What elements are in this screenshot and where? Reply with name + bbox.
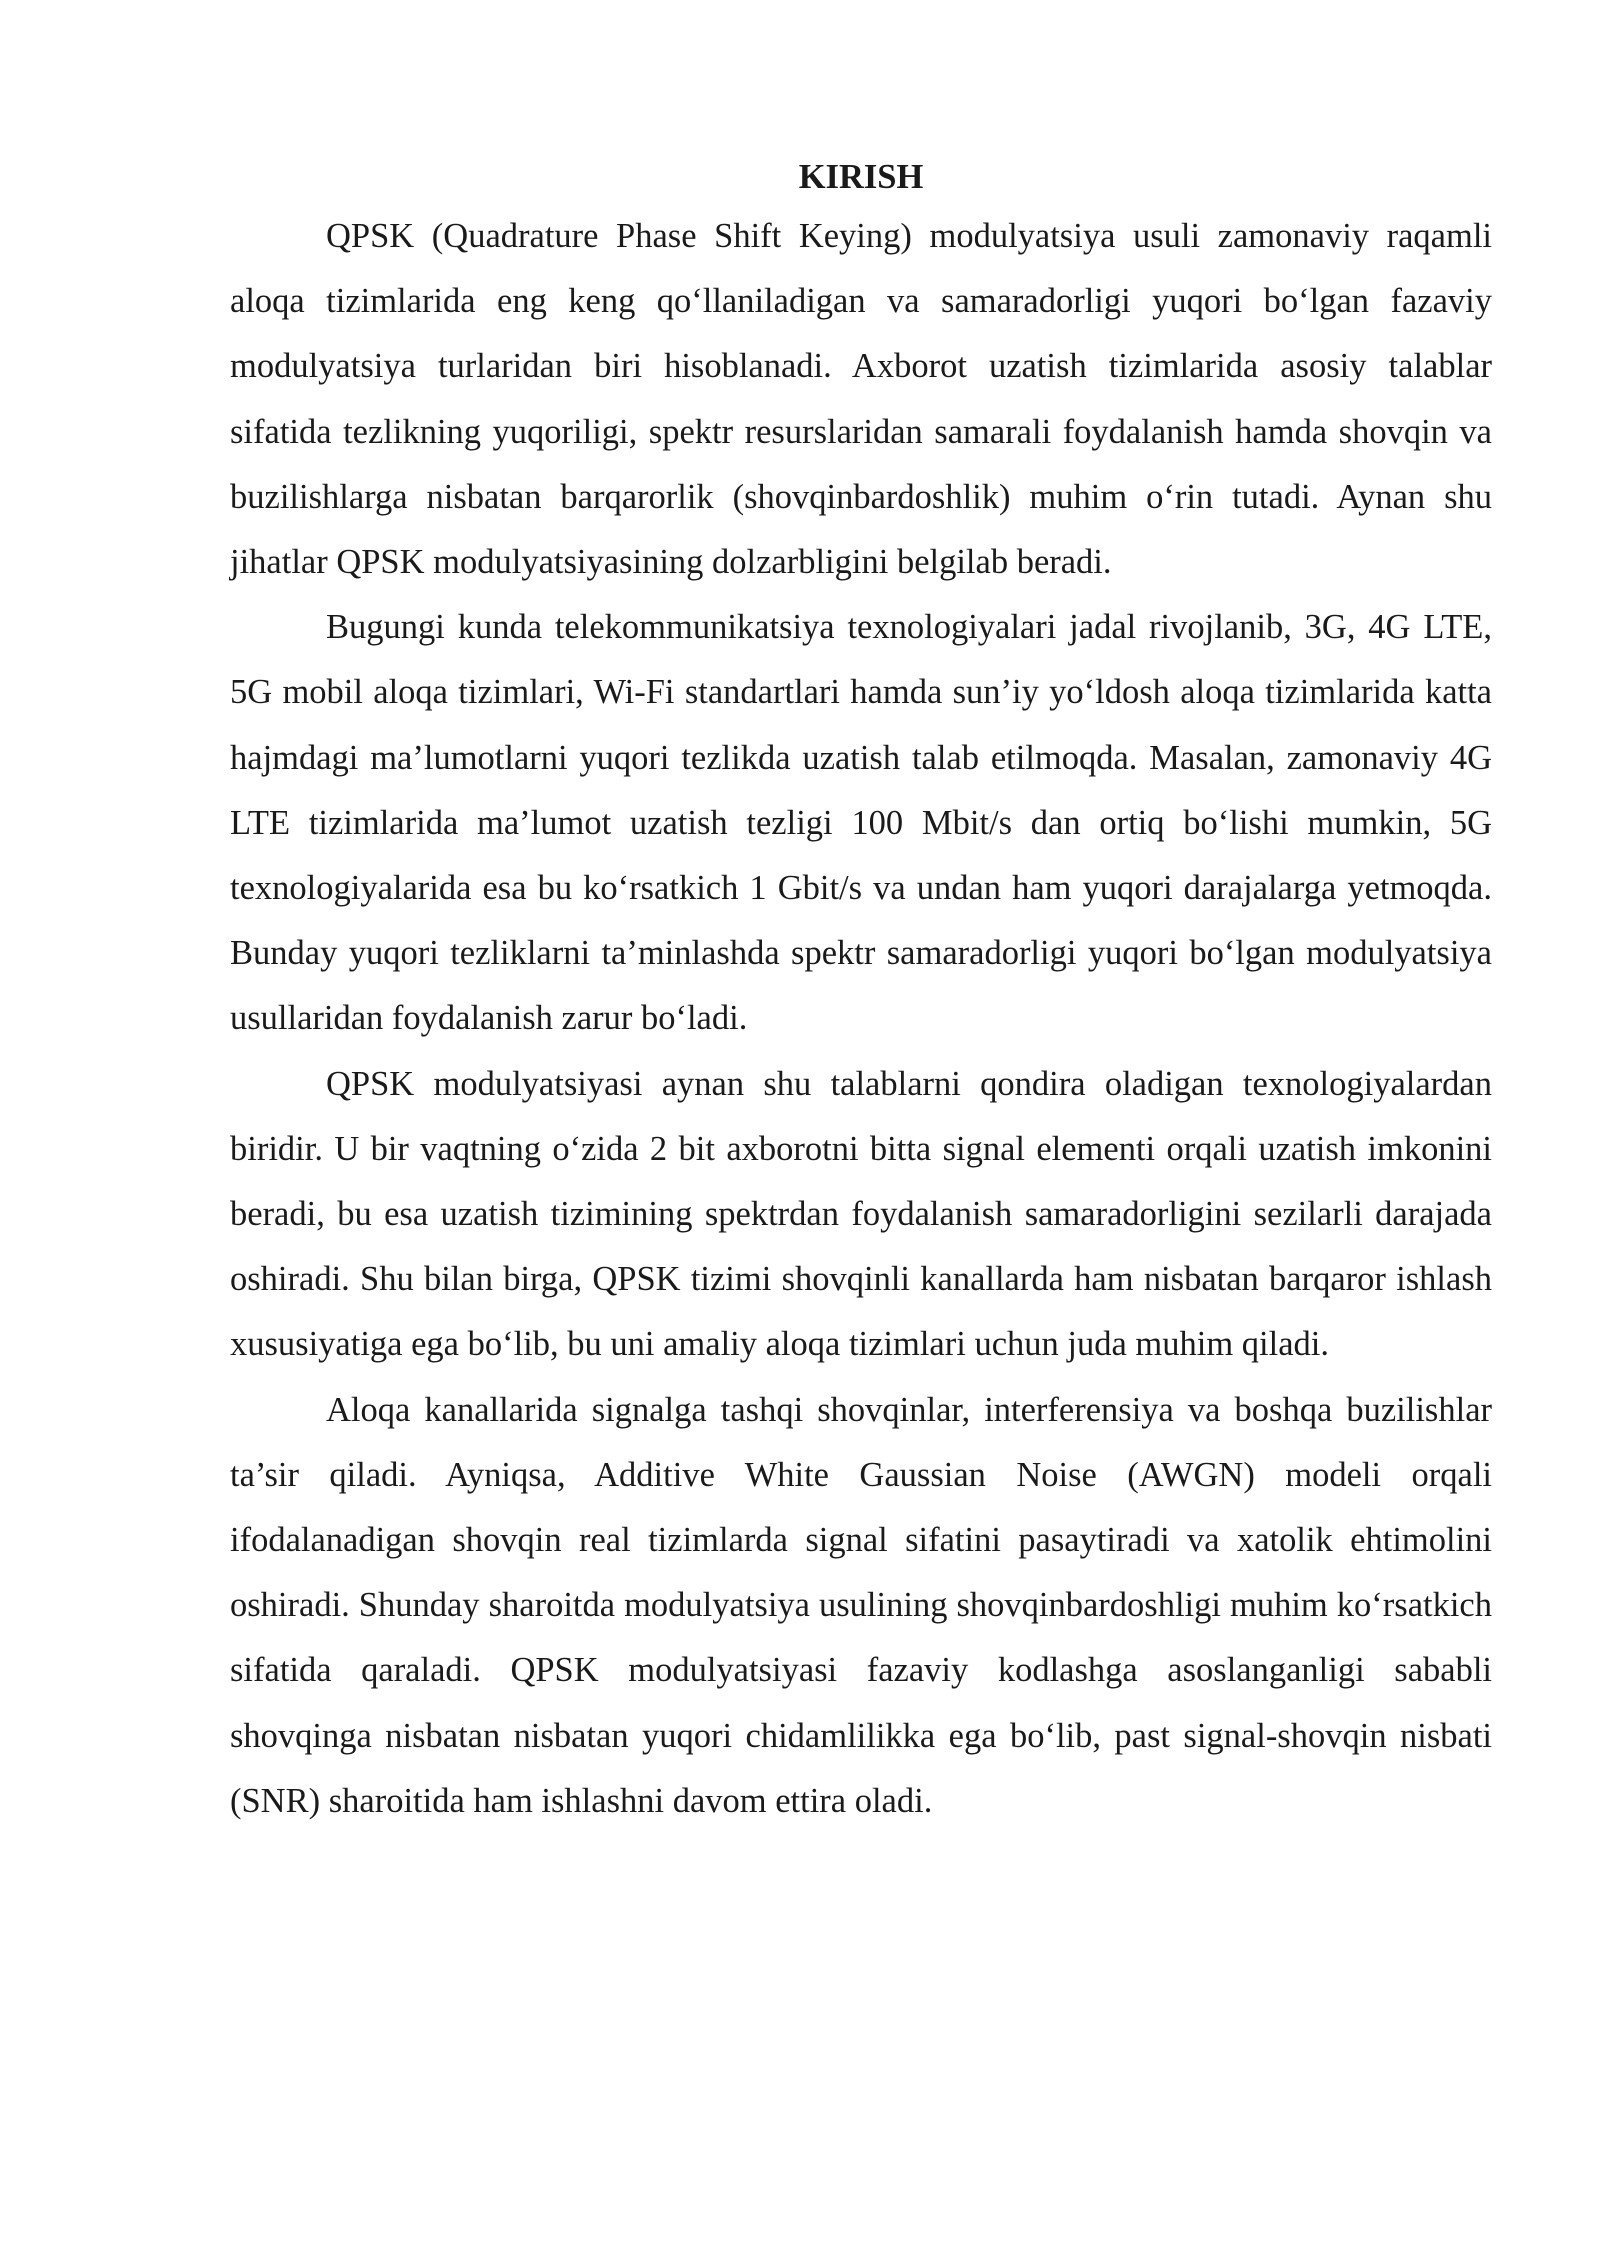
page-title: KIRISH: [798, 158, 924, 196]
paragraph-telecom: Bugungi kunda telekommunikatsiya texnologiyalari jadal rivojlanib, 3G, 4G LTE, 5G mobil aloqa tizimlari, Wi-Fi standartlari hamda sun’iy yo‘ldosh aloqa tizimlarida katta hajmdagi ma’lumotlarni yuqori tezlikda uzatish talab etilmoqda. Masalan, zamonaviy 4G LTE tizimlarida ma’lumot uzatish tezligi 100 Mbit/s dan ortiq bo‘lishi mumkin, 5G texnologiyalarida esa bu ko‘rsatkich 1 Gbit/s va undan ham yuqori darajalarga yetmoqda. Bunday yuqori tezliklarni ta’minlashda spektr samaradorligi yuqori bo‘lgan modulyatsiya usullaridan foydalanish zarur bo‘ladi.: [230, 608, 1492, 1038]
page-content: [230, 150, 1492, 1834]
paragraph-intro: QPSK (Quadrature Phase Shift Keying) modulyatsiya usuli zamonaviy raqamli aloqa tizimlarida eng keng qo‘llaniladigan va samaradorligi yuqori bo‘lgan fazaviy modulyatsiya turlaridan biri hisoblanadi. Axborot uzatish tizimlarida asosiy talablar sifatida tezlikning yuqoriligi, spektr resurslaridan samarali foydalanish hamda shovqin va buzilishlarga nisbatan barqarorlik (shovqinbardoshlik) muhim o‘rin tutadi. Aynan shu jihatlar QPSK modulyatsiyasining dolzarbligini belgilab beradi.: [230, 217, 1492, 582]
paragraph-qpsk-benefits: QPSK modulyatsiyasi aynan shu talablarni qondira oladigan texnologiyalardan biridir. U bir vaqtning o‘zida 2 bit axborotni bitta signal elementi orqali uzatish imkonini beradi, bu esa uzatish tizimining spektrdan foydalanish samaradorligini sezilarli darajada oshiradi. Shu bilan birga, QPSK tizimi shovqinli kanallarda ham nisbatan barqaror ishlash xususiyatiga ega bo‘lib, bu uni amaliy aloqa tizimlari uchun juda muhim qiladi.: [230, 1064, 1492, 1364]
paragraph-noise: Aloqa kanallarida signalga tashqi shovqinlar, interferensiya va boshqa buzilishlar ta’sir qiladi. Ayniqsa, Additive White Gaussian Noise (AWGN) modeli orqali ifodalanadigan shovqin real tizimlarda signal sifatini pasaytiradi va xatolik ehtimolini oshiradi. Shunday sharoitda modulyatsiya usulining shovqinbardoshligi muhim ko‘rsatkich sifatida qaraladi. QPSK modulyatsiyasi fazaviy kodlashga asoslanganligi sababli shovqinga nisbatan nisbatan yuqori chidamlilikka ega bo‘lib, past signal-shovqin nisbati (SNR) sharoitida ham ishlashni davom ettira oladi.: [230, 1390, 1492, 1820]
